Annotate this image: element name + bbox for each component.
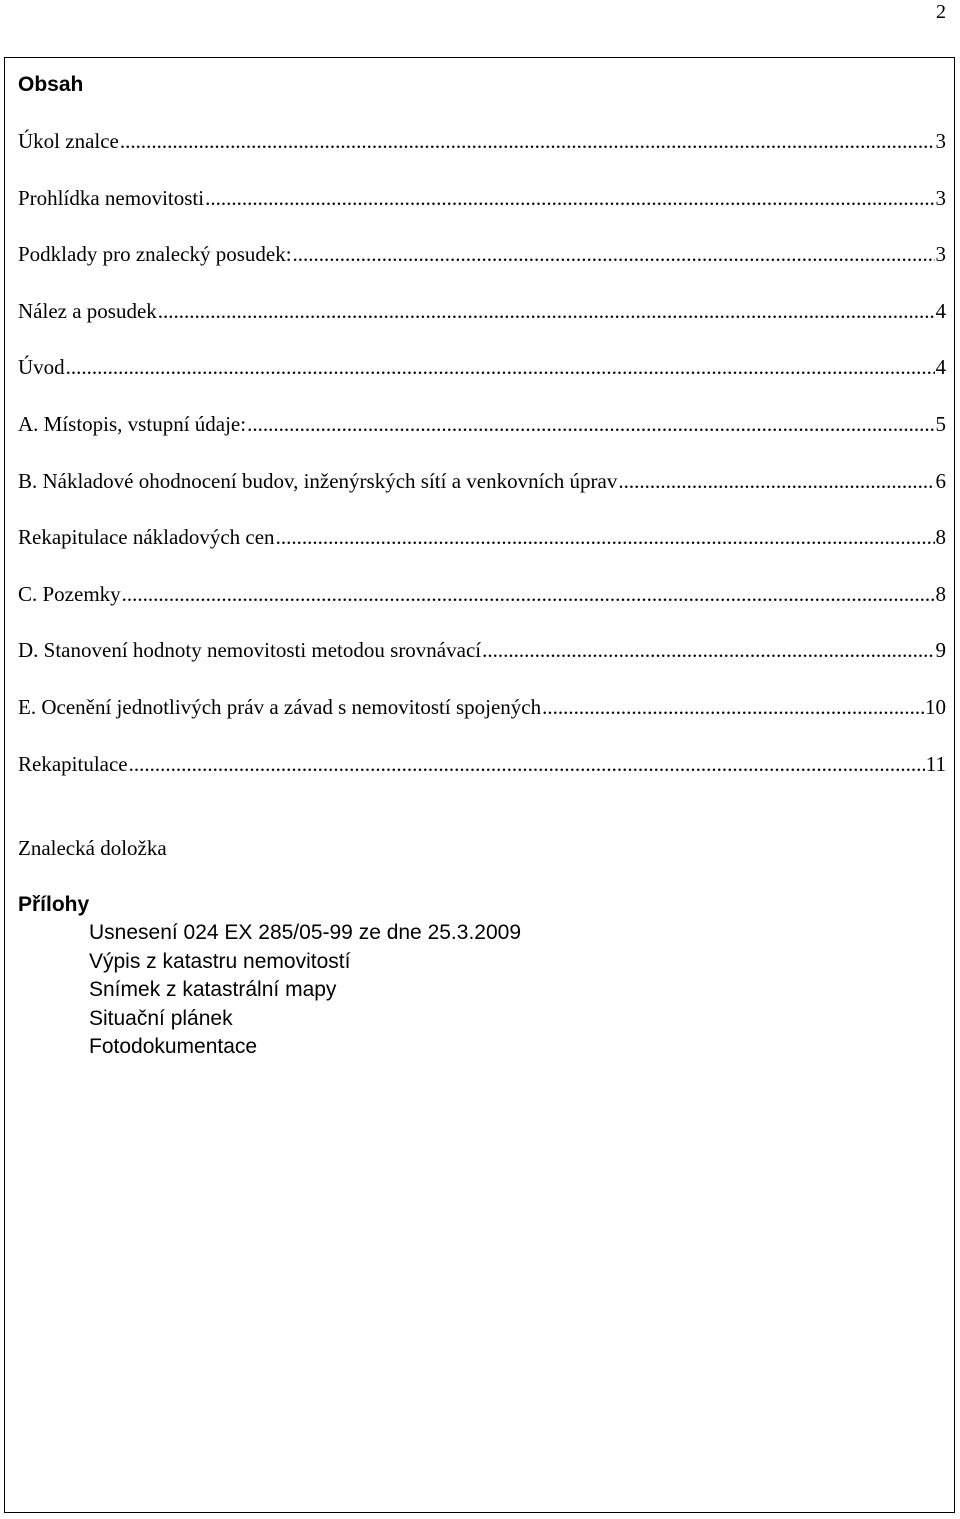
toc-entry-title: Rekapitulace [18, 751, 128, 776]
attachment-item: Výpis z katastru nemovitostí [89, 949, 351, 973]
toc-entry[interactable] [18, 581, 946, 638]
attachment-item: Usnesení 024 EX 285/05-99 ze dne 25.3.2009 [89, 921, 521, 944]
toc-dot-leader [276, 524, 935, 550]
attachment-item: Situační plánek [89, 1006, 233, 1030]
expert-clause: Znalecká doložka [18, 836, 167, 860]
toc-entry-page: 8 [935, 581, 946, 606]
toc-entry-title: Úvod [18, 355, 65, 380]
toc-entry-title: Prohlídka nemovitosti [18, 185, 205, 210]
toc-entry[interactable] [18, 694, 946, 751]
attachments-heading: Přílohy [18, 893, 90, 916]
toc-entry[interactable] [18, 637, 946, 694]
attachments-list [89, 920, 521, 1063]
toc-dot-leader [158, 298, 935, 324]
toc-heading: Obsah [18, 73, 84, 96]
page-number: 2 [936, 1, 946, 23]
attachment-item: Snímek z katastrální mapy [89, 978, 337, 1001]
toc-entry-page: 11 [925, 751, 946, 776]
toc-entry-page: 3 [935, 242, 946, 267]
toc-entry-page: 4 [935, 298, 946, 323]
toc-entry[interactable] [18, 524, 946, 581]
attachment-item: Fotodokumentace [89, 1035, 258, 1058]
toc-entry[interactable] [18, 128, 946, 185]
toc-dot-leader [122, 581, 935, 607]
toc-entry-page: 3 [935, 185, 946, 210]
toc-entry-title: Úkol znalce [18, 129, 119, 153]
toc-entry-title: A. Místopis, vstupní údaje: [18, 411, 247, 436]
toc-dot-leader [129, 751, 925, 777]
toc-dot-leader [205, 185, 934, 211]
toc-entry[interactable] [18, 468, 946, 525]
toc-entry[interactable] [18, 241, 946, 298]
table-of-contents [18, 128, 946, 807]
toc-dot-leader [542, 694, 924, 720]
toc-entry-title: D. Stanovení hodnoty nemovitosti metodou srovnávací [18, 638, 482, 663]
toc-dot-leader [618, 468, 934, 494]
toc-entry-title: B. Nákladové ohodnocení budov, inženýrských sítí a venkovních úprav [18, 468, 618, 493]
toc-entry-title: E. Ocenění jednotlivých práv a závad s nemovitostí spojených [18, 694, 542, 719]
toc-entry-page: 8 [935, 525, 946, 550]
toc-entry-page: 10 [925, 694, 946, 719]
toc-entry[interactable] [18, 411, 946, 468]
toc-entry[interactable] [18, 751, 946, 808]
toc-entry-page: 9 [935, 638, 946, 663]
toc-entry-title: Nález a posudek [18, 298, 157, 323]
toc-dot-leader [247, 411, 934, 437]
toc-entry-page: 6 [935, 468, 946, 493]
toc-dot-leader [66, 354, 935, 380]
toc-entry[interactable] [18, 354, 946, 411]
toc-dot-leader [482, 637, 934, 663]
toc-dot-leader [120, 128, 935, 154]
toc-entry[interactable] [18, 185, 946, 242]
toc-entry-page: 4 [935, 355, 946, 380]
toc-entry[interactable] [18, 298, 946, 355]
toc-entry-title: Rekapitulace nákladových cen [18, 525, 275, 550]
toc-entry-title: C. Pozemky [18, 581, 121, 606]
toc-entry-page: 5 [935, 411, 946, 436]
toc-entry-title: Podklady pro znalecký posudek: [18, 242, 292, 267]
toc-dot-leader [293, 241, 935, 267]
toc-entry-page: 3 [935, 129, 946, 153]
